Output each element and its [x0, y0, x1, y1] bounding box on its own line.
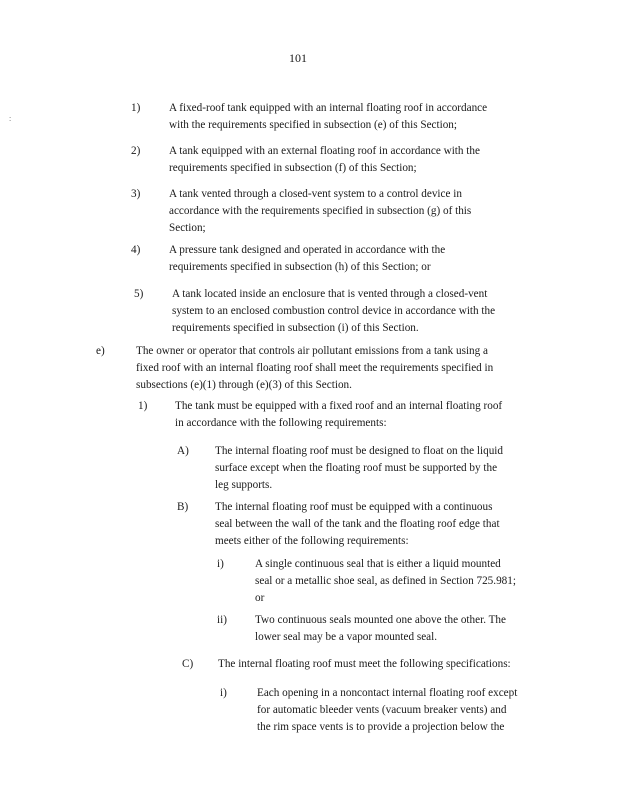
item-text: Each opening in a noncontact internal floating roof except for automatic bleeder vents (vacuum breaker vents) and the rim space vents is to provide a projection below the [257, 687, 518, 733]
item-label: 3) [131, 188, 141, 200]
item-label: 1) [131, 102, 141, 114]
item-text: Two continuous seals mounted one above the other. The lower seal may be a vapor mounted seal. [255, 614, 506, 643]
item-label: i) [220, 687, 227, 699]
item-label: 1) [138, 400, 148, 412]
item-label: ii) [217, 614, 227, 626]
margin-mark: : [9, 114, 12, 123]
item-text: A tank equipped with an external floating roof in accordance with the requirements specified in subsection (f) of this Section; [169, 145, 480, 174]
item-text: The tank must be equipped with a fixed roof and an internal floating roof in accordance with the following requirements: [175, 400, 503, 429]
item-text: The owner or operator that controls air pollutant emissions from a tank using a fixed roof with an internal floating roof shall meet the requirements specified in subsections (e)(1) through (e)(3) of this Section. [136, 345, 494, 391]
item-label: B) [177, 501, 189, 513]
item-text: The internal floating roof must meet the following specifications: [218, 658, 511, 670]
item-label: 5) [134, 288, 144, 300]
item-text: A tank located inside an enclosure that is vented through a closed-vent system to an enclosed combustion control device in accordance with the requirements specified in subsection (i) of this Section. [172, 288, 496, 334]
item-text: A pressure tank designed and operated in accordance with the requirements specified in subsection (h) of this Section; or [169, 244, 446, 273]
item-label: i) [217, 558, 224, 570]
item-text: The internal floating roof must be designed to float on the liquid surface except when the floating roof must be supported by the leg supports. [215, 445, 504, 491]
item-label: A) [177, 445, 189, 457]
page-number: 101 [289, 51, 307, 65]
item-text: A single continuous seal that is either a liquid mounted seal or a metallic shoe seal, as defined in Section 725.981; or [255, 558, 516, 604]
item-text: A fixed-roof tank equipped with an internal floating roof in accordance with the requirements specified in subsection (e) of this Section; [169, 102, 488, 131]
item-text: The internal floating roof must be equipped with a continuous seal between the wall of the tank and the floating roof edge that meets either of the following requirements: [215, 501, 500, 547]
item-label: 2) [131, 145, 141, 157]
item-label: e) [96, 345, 105, 357]
item-text: A tank vented through a closed-vent system to a control device in accordance with the requirements specified in subsection (g) of this Section; [169, 188, 472, 234]
item-label: C) [182, 658, 194, 670]
item-label: 4) [131, 244, 141, 256]
